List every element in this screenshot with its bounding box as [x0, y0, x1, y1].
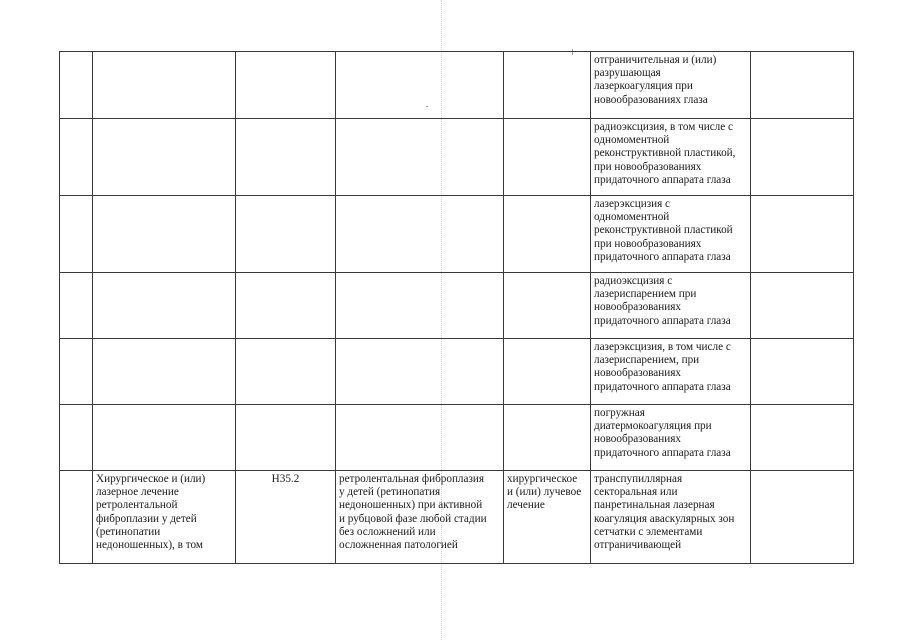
cell-treatment-type [504, 405, 591, 471]
cell-number [60, 273, 93, 339]
cell-procedure: погружная диатермокоагуляция при новообразованиях придаточного аппарата глаза [591, 405, 751, 471]
cell-number [60, 52, 93, 119]
cell-procedure: транспупиллярная секторальная или панретинальная лазерная коагуляция аваскулярных зон сетчатки с элементами отграничивающей [591, 471, 751, 564]
cell-patient-model [336, 196, 504, 273]
cell-method-name [93, 405, 236, 471]
table-row [60, 273, 854, 339]
procedures-table [59, 51, 854, 564]
cell-patient-model [336, 273, 504, 339]
cell-icd-code [236, 339, 336, 405]
cell-icd-code: H35.2 [236, 471, 336, 564]
table-row [60, 405, 854, 471]
cell-method-name [93, 119, 236, 196]
cell-note [751, 273, 854, 339]
cell-treatment-type: хирургическое и (или) лучевое лечение [504, 471, 591, 564]
cell-method-name [93, 339, 236, 405]
cell-icd-code [236, 273, 336, 339]
cell-method-name: Хирургическое и (или) лазерное лечение ретролентальной фиброплазии у детей (ретинопатии недоношенных), в том [93, 471, 236, 564]
cell-method-name [93, 196, 236, 273]
cell-procedure: отграничительная и (или) разрушающая лазеркоагуляция при новообразованиях глаза [591, 52, 751, 119]
cell-patient-model [336, 405, 504, 471]
cell-icd-code [236, 196, 336, 273]
cell-number [60, 119, 93, 196]
cell-patient-model [336, 119, 504, 196]
cell-note [751, 405, 854, 471]
cell-icd-code [236, 405, 336, 471]
cell-treatment-type [504, 52, 591, 119]
cell-note [751, 196, 854, 273]
cell-procedure: лазерэксцизия с одномоментной реконструктивной пластикой при новообразованиях придаточного аппарата глаза [591, 196, 751, 273]
cell-number [60, 196, 93, 273]
cell-icd-code [236, 119, 336, 196]
cell-treatment-type [504, 339, 591, 405]
cell-icd-code [236, 52, 336, 119]
cell-treatment-type [504, 119, 591, 196]
cell-procedure: лазерэксцизия, в том числе с лазериспарением, при новообразованиях придаточного аппарата глаза [591, 339, 751, 405]
table-row [60, 119, 854, 196]
table-row [60, 52, 854, 119]
cell-note [751, 339, 854, 405]
cell-procedure: радиоэксцизия с лазериспарением при новообразованиях придаточного аппарата глаза [591, 273, 751, 339]
cell-treatment-type [504, 196, 591, 273]
table-row [60, 339, 854, 405]
cell-number [60, 471, 93, 564]
cell-note [751, 119, 854, 196]
cell-number [60, 339, 93, 405]
table-row [60, 196, 854, 273]
cell-note [751, 52, 854, 119]
cell-patient-model [336, 52, 504, 119]
cell-procedure: радиоэксцизия, в том числе с одномоментной реконструктивной пластикой, при новообразованиях придаточного аппарата глаза [591, 119, 751, 196]
cell-method-name [93, 52, 236, 119]
cell-patient-model [336, 339, 504, 405]
cell-treatment-type [504, 273, 591, 339]
cell-number [60, 405, 93, 471]
cell-method-name [93, 273, 236, 339]
cell-patient-model: ретролентальная фиброплазия у детей (ретинопатия недоношенных) при активной и рубцовой фазе любой стадии без осложнений или осложненная патологией [336, 471, 504, 564]
table-row [60, 471, 854, 564]
cell-note [751, 471, 854, 564]
